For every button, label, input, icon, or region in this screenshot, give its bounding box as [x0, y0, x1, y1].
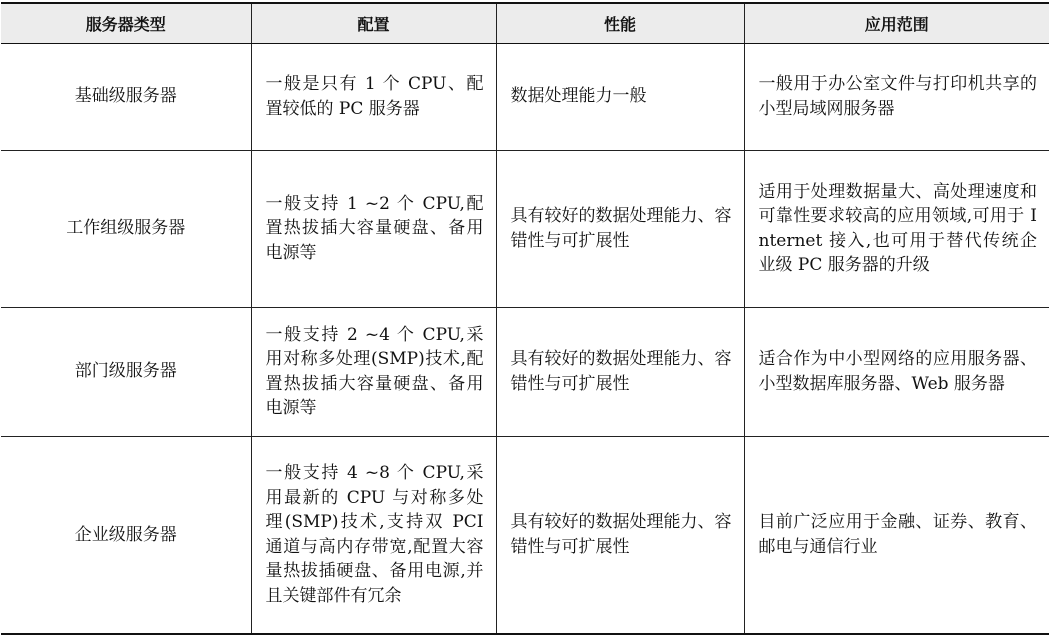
- table-row: [1, 436, 1049, 634]
- cell-scope: 目前广泛应用于金融、证券、教育、邮电与通信行业: [744, 436, 1049, 634]
- cell-config: 一般支持 1 ~2 个 CPU,配置热拔插大容量硬盘、备用电源等: [251, 150, 496, 307]
- header-config: 配置: [251, 3, 496, 43]
- cell-config: 一般支持 2 ~4 个 CPU,采用对称多处理(SMP)技术,配置热拔插大容量硬盘、备用电源等: [251, 307, 496, 436]
- header-performance: 性能: [496, 3, 744, 43]
- cell-config: 一般是只有 1 个 CPU、配置较低的 PC 服务器: [251, 43, 496, 150]
- cell-server-type: 基础级服务器: [1, 43, 251, 150]
- table-row: [1, 43, 1049, 150]
- table-row: [1, 307, 1049, 436]
- table-row: [1, 150, 1049, 307]
- header-scope: 应用范围: [744, 3, 1049, 43]
- cell-server-type: 工作组级服务器: [1, 150, 251, 307]
- cell-performance: 具有较好的数据处理能力、容错性与可扩展性: [496, 436, 744, 634]
- cell-scope: 适用于处理数据量大、高处理速度和可靠性要求较高的应用领域,可用于 Internet 接入,也可用于替代传统企业级 PC 服务器的升级: [744, 150, 1049, 307]
- cell-performance: 具有较好的数据处理能力、容错性与可扩展性: [496, 150, 744, 307]
- table-header-row: [1, 3, 1049, 43]
- cell-scope: 适合作为中小型网络的应用服务器、小型数据库服务器、Web 服务器: [744, 307, 1049, 436]
- cell-config: 一般支持 4 ~8 个 CPU,采用最新的 CPU 与对称多处理(SMP)技术,支持双 PCI 通道与高内存带宽,配置大容量热拔插硬盘、备用电源,并且关键部件有冗余: [251, 436, 496, 634]
- cell-performance: 具有较好的数据处理能力、容错性与可扩展性: [496, 307, 744, 436]
- cell-server-type: 企业级服务器: [1, 436, 251, 634]
- cell-server-type: 部门级服务器: [1, 307, 251, 436]
- cell-scope: 一般用于办公室文件与打印机共享的小型局域网服务器: [744, 43, 1049, 150]
- cell-performance: 数据处理能力一般: [496, 43, 744, 150]
- server-types-table: [1, 2, 1049, 635]
- server-types-table-container: [1, 2, 1049, 635]
- header-server-type: 服务器类型: [1, 3, 251, 43]
